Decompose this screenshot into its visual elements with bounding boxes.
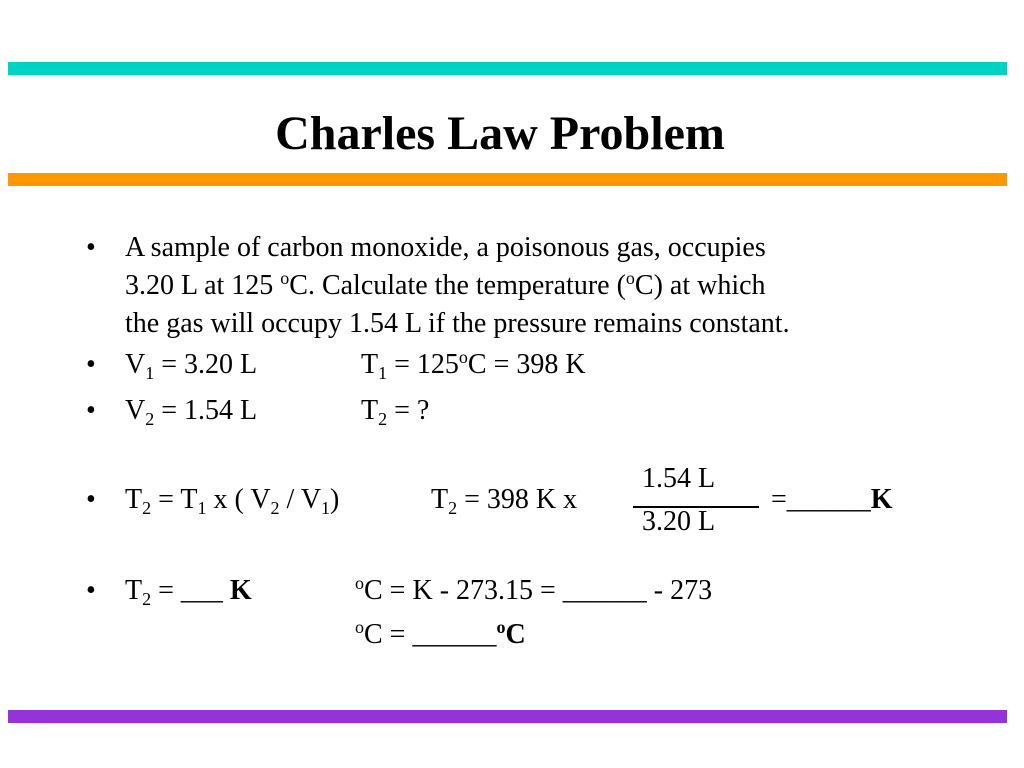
bullet-marker: •	[86, 349, 96, 380]
charles-law-formula: $T_2 = T_1$ x ( $V_2 / V_1$)	[125, 484, 340, 518]
bullet-marker: •	[86, 484, 96, 515]
fraction-numerator: 1.54 L	[642, 463, 716, 494]
slide-title: Charles Law Problem	[275, 107, 725, 160]
t2-answer-blank: $T_2$ = ___ K	[125, 575, 252, 609]
problem-line-1: A sample of carbon monoxide, a poisonous gas, occupies	[125, 232, 766, 263]
top-divider-bar	[8, 62, 1007, 75]
t1-value: $T_1 = 125^oC = 398$ K	[361, 347, 586, 383]
bottom-divider-bar	[8, 710, 1007, 723]
celsius-conversion: $^o$C = K - 273.15 = ______ - 273	[355, 573, 713, 606]
t2-value: $T_2$ = ?	[361, 395, 430, 429]
problem-statement	[125, 229, 955, 343]
t2-calculation: $T_2 = 398$ K x	[431, 484, 578, 518]
result-blank-k: =______K	[771, 484, 893, 515]
fraction-denominator: 3.20 L	[642, 506, 716, 537]
v1-value: $V_1 = 3.20$ L	[125, 349, 258, 383]
problem-line-2: 3.20 L at 125 $^o$C. Calculate the temperature ($^o$C) at which	[125, 268, 766, 301]
bullet-marker: •	[86, 575, 96, 606]
bullet-marker: •	[86, 232, 96, 263]
problem-line-3: the gas will occupy 1.54 L if the pressure remains constant.	[125, 308, 790, 339]
v2-value: $V_2 = 1.54$ L	[125, 395, 258, 429]
bullet-marker: •	[86, 395, 96, 426]
celsius-answer-blank: $^o$C = ______$^o$C	[355, 617, 526, 650]
title-divider-bar	[8, 173, 1007, 186]
